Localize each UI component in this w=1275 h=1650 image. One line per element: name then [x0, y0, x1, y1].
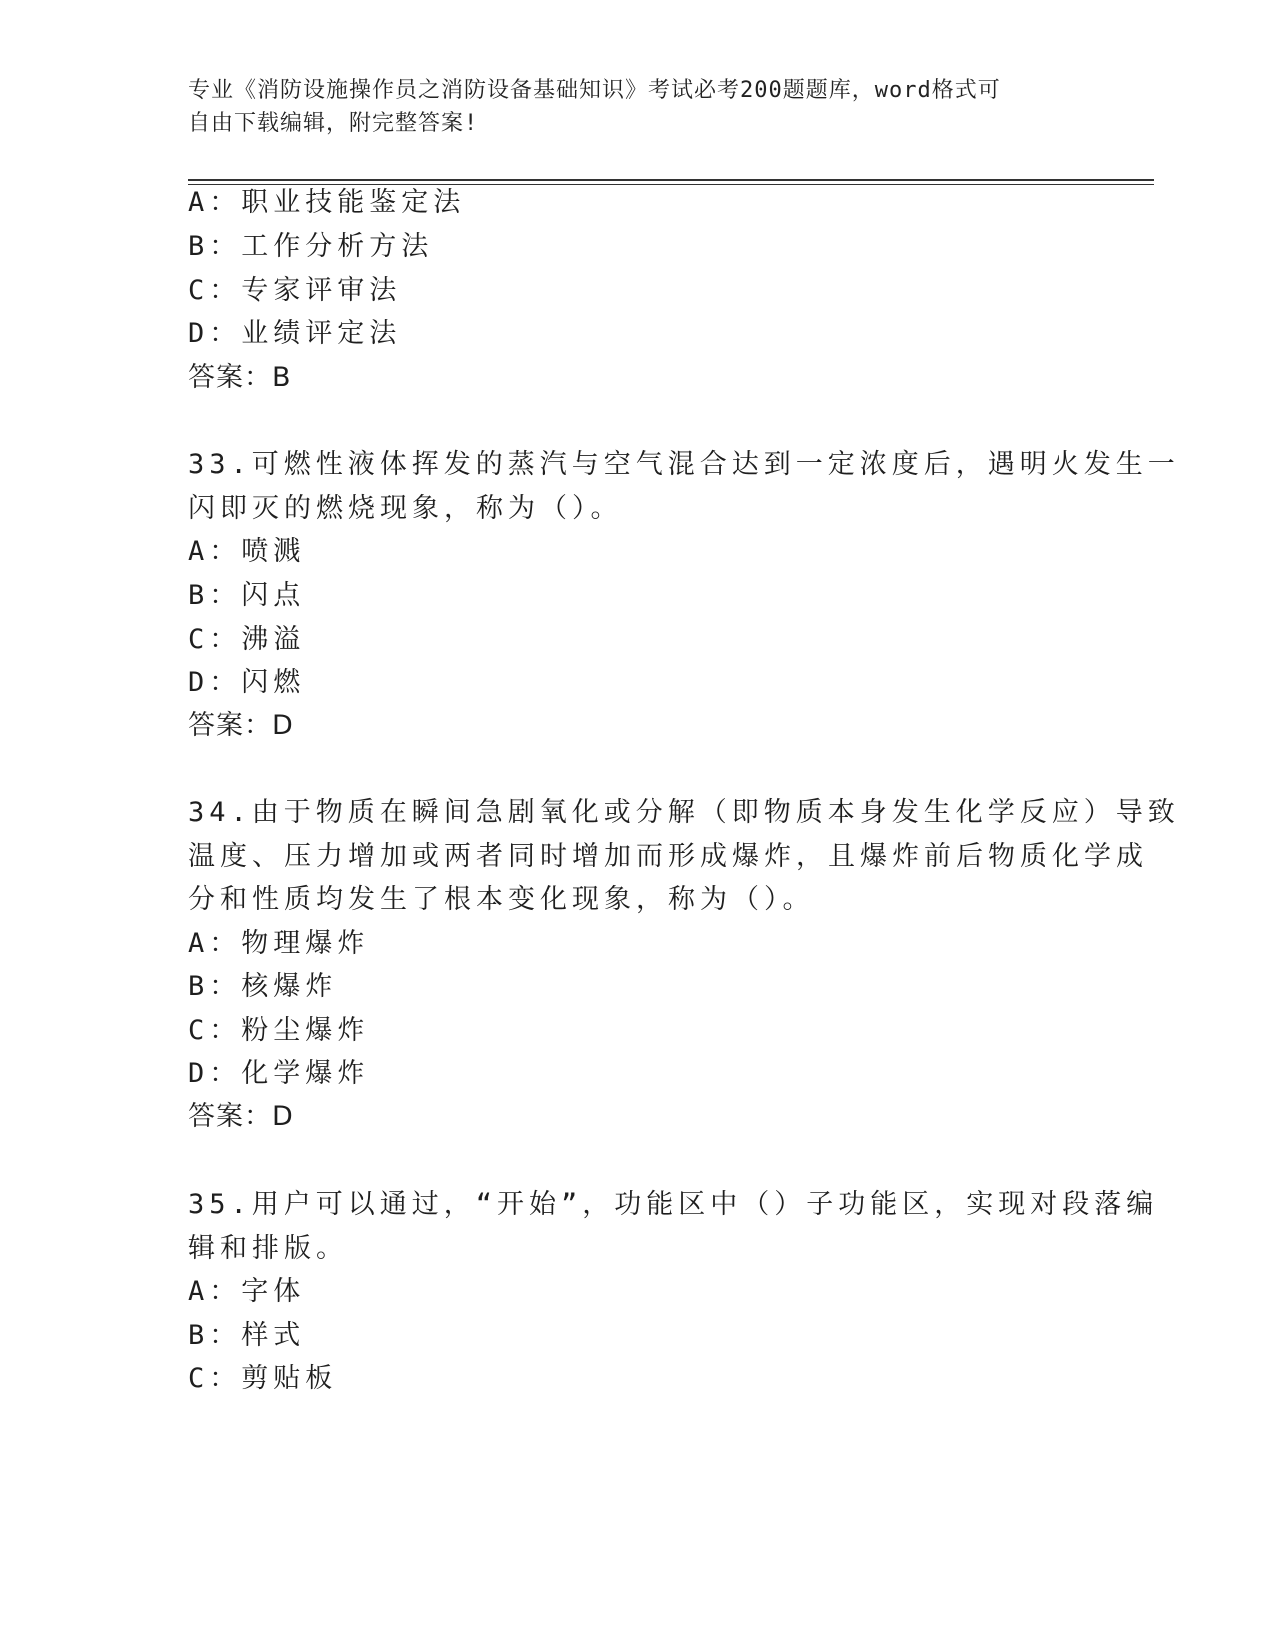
q33-option-a: A：喷溅 — [188, 536, 306, 567]
q33-answer: 答案：D — [188, 710, 294, 741]
q34-stem-line-2: 温度、压力增加或两者同时增加而形成爆炸，且爆炸前后物质化学成 — [188, 841, 1148, 872]
q34-option-b: B：核爆炸 — [188, 971, 338, 1002]
q34-option-d: D：化学爆炸 — [188, 1058, 370, 1089]
q35-option-b: B：样式 — [188, 1320, 306, 1351]
q35-stem-line-2: 辑和排版。 — [188, 1233, 348, 1264]
q34-stem-line-3: 分和性质均发生了根本变化现象，称为（）。 — [188, 884, 815, 915]
q32-answer: 答案：B — [188, 362, 292, 393]
q33-option-c: C：沸溢 — [188, 624, 306, 655]
q33-stem-line-2: 闪即灭的燃烧现象，称为（）。 — [188, 493, 623, 524]
q35-stem-line-1: 35.用户可以通过，“开始”，功能区中（）子功能区，实现对段落编 — [188, 1189, 1159, 1220]
q33-option-d: D：闪燃 — [188, 667, 306, 698]
q32-option-d: D：业绩评定法 — [188, 318, 402, 349]
q32-option-b: B：工作分析方法 — [188, 231, 434, 262]
q35-option-c: C：剪贴板 — [188, 1363, 338, 1394]
header-title-line-1: 专业《消防设施操作员之消防设备基础知识》考试必考200题题库，word格式可 — [188, 78, 1001, 103]
q33-option-b: B：闪点 — [188, 580, 306, 611]
document-header — [188, 74, 1068, 140]
q34-answer: 答案：D — [188, 1101, 294, 1132]
header-title-line-2: 自由下载编辑，附完整答案! — [188, 111, 479, 136]
q32-option-c: C：专家评审法 — [188, 275, 402, 306]
q33-stem-line-1: 33.可燃性液体挥发的蒸汽与空气混合达到一定浓度后，遇明火发生一 — [188, 449, 1180, 480]
q34-option-c: C：粉尘爆炸 — [188, 1015, 370, 1046]
q34-stem-line-1: 34.由于物质在瞬间急剧氧化或分解（即物质本身发生化学反应）导致 — [188, 797, 1180, 828]
q35-option-a: A：字体 — [188, 1276, 306, 1307]
q34-option-a: A：物理爆炸 — [188, 928, 370, 959]
q32-option-a: A：职业技能鉴定法 — [188, 187, 466, 218]
